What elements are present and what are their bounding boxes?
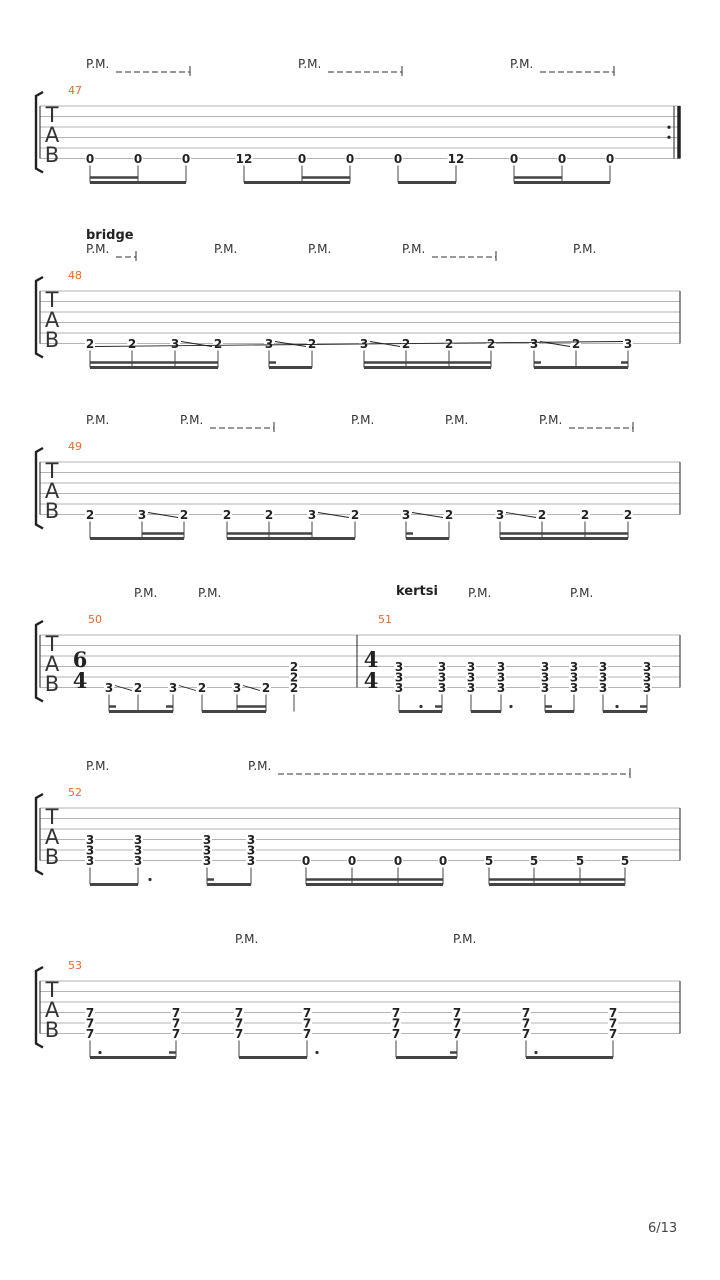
tab-clef-letter: A <box>44 998 60 1022</box>
slide-line <box>115 686 132 691</box>
system-50 <box>36 621 680 712</box>
slide-line <box>506 513 536 518</box>
dotted-rhythm <box>419 705 422 708</box>
fret-number: 2 <box>264 508 274 522</box>
fret-number: 0 <box>393 854 403 868</box>
measure-number: 47 <box>68 84 82 97</box>
fret-number: 7 <box>171 1027 181 1041</box>
fret-number: 2 <box>580 508 590 522</box>
fret-number: 7 <box>302 1016 312 1031</box>
fret-number: 3 <box>466 681 476 695</box>
tab-clef-letter: T <box>45 103 59 127</box>
fret-number: 5 <box>484 854 494 868</box>
slide-line <box>148 513 178 518</box>
fret-number: 0 <box>301 854 311 868</box>
fret-number: 3 <box>170 337 180 351</box>
fret-number: 3 <box>642 660 652 674</box>
system-53 <box>36 967 680 1058</box>
fret-number: 7 <box>391 1027 401 1041</box>
measure-number: 53 <box>68 959 82 972</box>
fret-number: 7 <box>608 1016 618 1031</box>
fret-number: 2 <box>289 681 299 695</box>
fret-number: 3 <box>133 843 143 858</box>
fret-number: 2 <box>571 337 581 351</box>
repeat-dot <box>667 136 670 139</box>
fret-number: 3 <box>569 660 579 674</box>
fret-number: 0 <box>438 854 448 868</box>
fret-number: 3 <box>540 670 550 685</box>
tab-clef-letter: B <box>44 499 60 523</box>
fret-number: 3 <box>232 681 242 695</box>
fret-number: 3 <box>202 854 212 868</box>
palm-mute-label: P.M. <box>214 242 238 256</box>
fret-number: 7 <box>85 1027 95 1041</box>
fret-number: 3 <box>202 843 212 858</box>
fret-number: 2 <box>127 337 137 351</box>
fret-number: 2 <box>444 508 454 522</box>
slide-line <box>412 513 443 518</box>
slide-line <box>318 513 349 518</box>
fret-number: 3 <box>437 670 447 685</box>
fret-number: 5 <box>620 854 630 868</box>
fret-number: 3 <box>394 660 404 674</box>
fret-number: 0 <box>347 854 357 868</box>
fret-number: 2 <box>537 508 547 522</box>
fret-number: 12 <box>447 152 465 166</box>
fret-number: 0 <box>557 152 567 166</box>
palm-mute-label: P.M. <box>573 242 597 256</box>
fret-number: 2 <box>623 508 633 522</box>
tab-clef-letter: T <box>45 288 59 312</box>
fret-number: 3 <box>401 508 411 522</box>
fret-number: 3 <box>496 660 506 674</box>
dotted-rhythm <box>509 705 512 708</box>
fret-number: 3 <box>529 337 539 351</box>
fret-number: 7 <box>452 1016 462 1031</box>
palm-mute-label: P.M. <box>235 932 259 946</box>
fret-number: 3 <box>246 833 256 847</box>
palm-mute-label: P.M. <box>86 242 110 256</box>
fret-number: 3 <box>598 681 608 695</box>
time-signature-bottom: 4 <box>363 668 379 693</box>
fret-number: 3 <box>642 681 652 695</box>
fret-number: 0 <box>297 152 307 166</box>
slide-line <box>243 686 260 691</box>
fret-number: 2 <box>133 681 143 695</box>
fret-number: 0 <box>509 152 519 166</box>
tab-clef-letter: B <box>44 845 60 869</box>
fret-number: 0 <box>393 152 403 166</box>
fret-number: 3 <box>246 854 256 868</box>
palm-mute-label: P.M. <box>570 586 594 600</box>
fret-number: 3 <box>540 660 550 674</box>
fret-number: 3 <box>569 681 579 695</box>
measure-number: 48 <box>68 269 82 282</box>
fret-number: 3 <box>642 670 652 685</box>
fret-number: 3 <box>437 660 447 674</box>
fret-number: 2 <box>486 337 496 351</box>
measure-number: 52 <box>68 786 82 799</box>
fret-number: 3 <box>394 681 404 695</box>
fret-number: 3 <box>246 843 256 858</box>
fret-number: 3 <box>202 833 212 847</box>
measure-number: 50 <box>88 613 102 626</box>
fret-number: 7 <box>302 1027 312 1041</box>
time-signature-bottom: 4 <box>72 668 88 693</box>
tab-clef-letter: B <box>44 1018 60 1042</box>
palm-mute-label: P.M. <box>539 413 563 427</box>
tab-clef-letter: A <box>44 652 60 676</box>
palm-mute-label: P.M. <box>86 57 110 71</box>
fret-number: 0 <box>133 152 143 166</box>
fret-number: 3 <box>496 670 506 685</box>
measure-number: 51 <box>378 613 392 626</box>
palm-mute-label: P.M. <box>298 57 322 71</box>
fret-number: 3 <box>133 833 143 847</box>
fret-number: 7 <box>608 1027 618 1041</box>
fret-number: 7 <box>85 1016 95 1031</box>
tab-clef-letter: T <box>45 805 59 829</box>
fret-number: 3 <box>466 660 476 674</box>
fret-number: 7 <box>452 1006 462 1020</box>
fret-number: 2 <box>85 337 95 351</box>
fret-number: 7 <box>85 1006 95 1020</box>
tab-clef-letter: B <box>44 328 60 352</box>
page-number: 6/13 <box>648 1221 678 1236</box>
palm-mute-label: P.M. <box>510 57 534 71</box>
fret-number: 7 <box>234 1016 244 1031</box>
fret-number: 0 <box>181 152 191 166</box>
fret-number: 7 <box>608 1006 618 1020</box>
section-label: bridge <box>86 228 134 243</box>
palm-mute-label: P.M. <box>86 759 110 773</box>
fret-number: 2 <box>261 681 271 695</box>
fret-number: 3 <box>623 337 633 351</box>
fret-number: 3 <box>598 660 608 674</box>
fret-number: 3 <box>104 681 114 695</box>
fret-number: 7 <box>391 1016 401 1031</box>
palm-mute-label: P.M. <box>180 413 204 427</box>
dotted-rhythm <box>534 1051 537 1054</box>
fret-number: 2 <box>289 660 299 674</box>
slide-line <box>179 686 196 691</box>
fret-number: 12 <box>235 152 253 166</box>
fret-number: 7 <box>171 1016 181 1031</box>
fret-number: 7 <box>452 1027 462 1041</box>
palm-mute-label: P.M. <box>445 413 469 427</box>
tab-clef-letter: B <box>44 143 60 167</box>
fret-number: 3 <box>137 508 147 522</box>
fret-number: 7 <box>234 1027 244 1041</box>
measure-number: 49 <box>68 440 82 453</box>
palm-mute-label: P.M. <box>248 759 272 773</box>
fret-number: 2 <box>222 508 232 522</box>
fret-number: 2 <box>289 670 299 685</box>
fret-number: 5 <box>575 854 585 868</box>
fret-number: 3 <box>466 670 476 685</box>
fret-number: 0 <box>85 152 95 166</box>
tab-clef-letter: B <box>44 672 60 696</box>
palm-mute-label: P.M. <box>351 413 375 427</box>
fret-number: 3 <box>85 843 95 858</box>
fret-number: 3 <box>394 670 404 685</box>
fret-number: 7 <box>171 1006 181 1020</box>
system-47 <box>36 66 680 183</box>
fret-number: 3 <box>540 681 550 695</box>
fret-number: 2 <box>350 508 360 522</box>
fret-number: 7 <box>234 1006 244 1020</box>
time-signature-top: 4 <box>363 647 379 672</box>
repeat-dot <box>667 126 670 129</box>
palm-mute-label: P.M. <box>308 242 332 256</box>
fret-number: 3 <box>598 670 608 685</box>
slide-line <box>275 342 306 347</box>
dotted-rhythm <box>615 705 618 708</box>
fret-number: 3 <box>85 854 95 868</box>
fret-number: 3 <box>307 508 317 522</box>
fret-number: 2 <box>444 337 454 351</box>
palm-mute-label: P.M. <box>134 586 158 600</box>
fret-number: 3 <box>85 833 95 847</box>
fret-number: 0 <box>345 152 355 166</box>
tab-clef-letter: T <box>45 632 59 656</box>
fret-number: 3 <box>133 854 143 868</box>
fret-number: 3 <box>264 337 274 351</box>
fret-number: 7 <box>521 1006 531 1020</box>
fret-number: 3 <box>168 681 178 695</box>
fret-number: 0 <box>605 152 615 166</box>
fret-number: 3 <box>569 670 579 685</box>
fret-number: 2 <box>197 681 207 695</box>
time-signature-top: 6 <box>72 647 88 672</box>
section-label: kertsi <box>396 584 438 599</box>
tab-clef-letter: A <box>44 123 60 147</box>
fret-number: 3 <box>495 508 505 522</box>
fret-number: 2 <box>401 337 411 351</box>
palm-mute-label: P.M. <box>453 932 477 946</box>
fret-number: 3 <box>496 681 506 695</box>
dotted-rhythm <box>315 1051 318 1054</box>
fret-number: 2 <box>85 508 95 522</box>
fret-number: 3 <box>437 681 447 695</box>
fret-number: 7 <box>521 1016 531 1031</box>
palm-mute-label: P.M. <box>468 586 492 600</box>
fret-number: 3 <box>359 337 369 351</box>
dotted-rhythm <box>98 1051 101 1054</box>
tab-clef-letter: A <box>44 479 60 503</box>
tab-clef-letter: A <box>44 825 60 849</box>
fret-number: 2 <box>213 337 223 351</box>
palm-mute-label: P.M. <box>198 586 222 600</box>
fret-number: 2 <box>307 337 317 351</box>
tab-clef-letter: T <box>45 459 59 483</box>
fret-number: 7 <box>391 1006 401 1020</box>
fret-number: 5 <box>529 854 539 868</box>
fret-number: 2 <box>179 508 189 522</box>
tab-clef-letter: A <box>44 308 60 332</box>
dotted-rhythm <box>148 878 151 881</box>
palm-mute-label: P.M. <box>402 242 426 256</box>
fret-number: 7 <box>302 1006 312 1020</box>
palm-mute-label: P.M. <box>86 413 110 427</box>
fret-number: 7 <box>521 1027 531 1041</box>
tab-clef-letter: T <box>45 978 59 1002</box>
